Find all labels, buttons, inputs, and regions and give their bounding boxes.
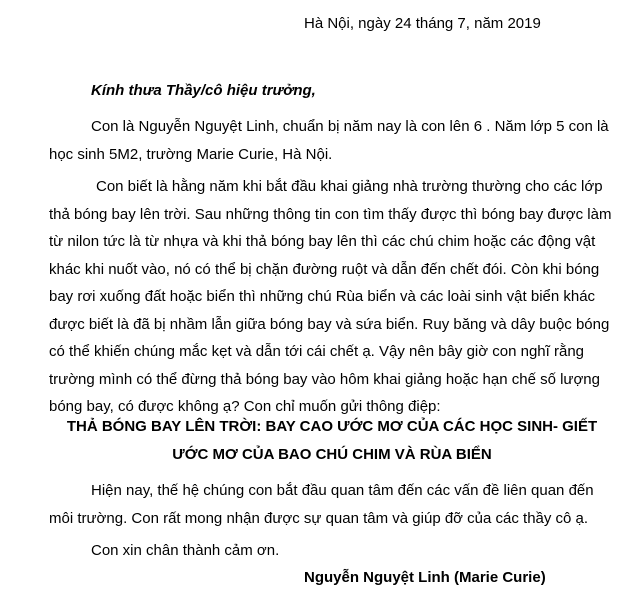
paragraph-environment: Hiện nay, thế hệ chúng con bắt đầu quan tâm đến các vấn đề liên quan đến môi trường. Con rất mong nhận được sự quan tâm và giúp đỡ của các thầy cô ạ. xyxy=(49,482,594,527)
paragraph-introduction: Con là Nguyễn Nguyệt Linh, chuẩn bị năm nay là con lên 6 . Năm lớp 5 con là học sinh 5M2, trường Marie Curie, Hà Nội. xyxy=(49,118,609,163)
closing-line: Con xin chân thành cảm ơn. xyxy=(91,542,280,559)
signature: Nguyễn Nguyệt Linh (Marie Curie) xyxy=(304,569,546,586)
paragraph-balloon-concern: Con biết là hằng năm khi bắt đầu khai giảng nhà trường thường cho các lớp thả bóng bay lên trời. Sau những thông tin con tìm thấy được thì bóng bay được làm từ nilon tức là từ nhựa và khi thả bóng bay lên thì các chú chim hoặc các động vật khác khi nuốt vào, nó có thể bị chặn đường ruột và dẫn đến chết đói. Còn khi bóng bay rơi xuống đất hoặc biển thì những chú Rùa biển và các loài sinh vật biển khác được biết là đã bị nhầm lẫn giữa bóng bay và sứa biển. Ruy băng và dây buộc bóng có thể khiến chúng mắc kẹt và dẫn tới cái chết ạ. Vậy nên bây giờ con nghĩ rằng trường mình có thể đừng thả bóng bay vào hôm khai giảng hoặc hạn chế số lượng bóng bay, có được không ạ? Con chỉ muốn gửi thông điệp: xyxy=(49,178,612,415)
letter-greeting: Kính thưa Thầy/cô hiệu trưởng, xyxy=(91,82,316,99)
letter-date: Hà Nội, ngày 24 tháng 7, năm 2019 xyxy=(304,15,541,32)
slogan-heading: THẢ BÓNG BAY LÊN TRỜI: BAY CAO ƯỚC MƠ CỦA CÁC HỌC SINH- GIẾT ƯỚC MƠ CỦA BAO CHÚ CHIM VÀ RÙA BIỂN xyxy=(66,418,598,463)
